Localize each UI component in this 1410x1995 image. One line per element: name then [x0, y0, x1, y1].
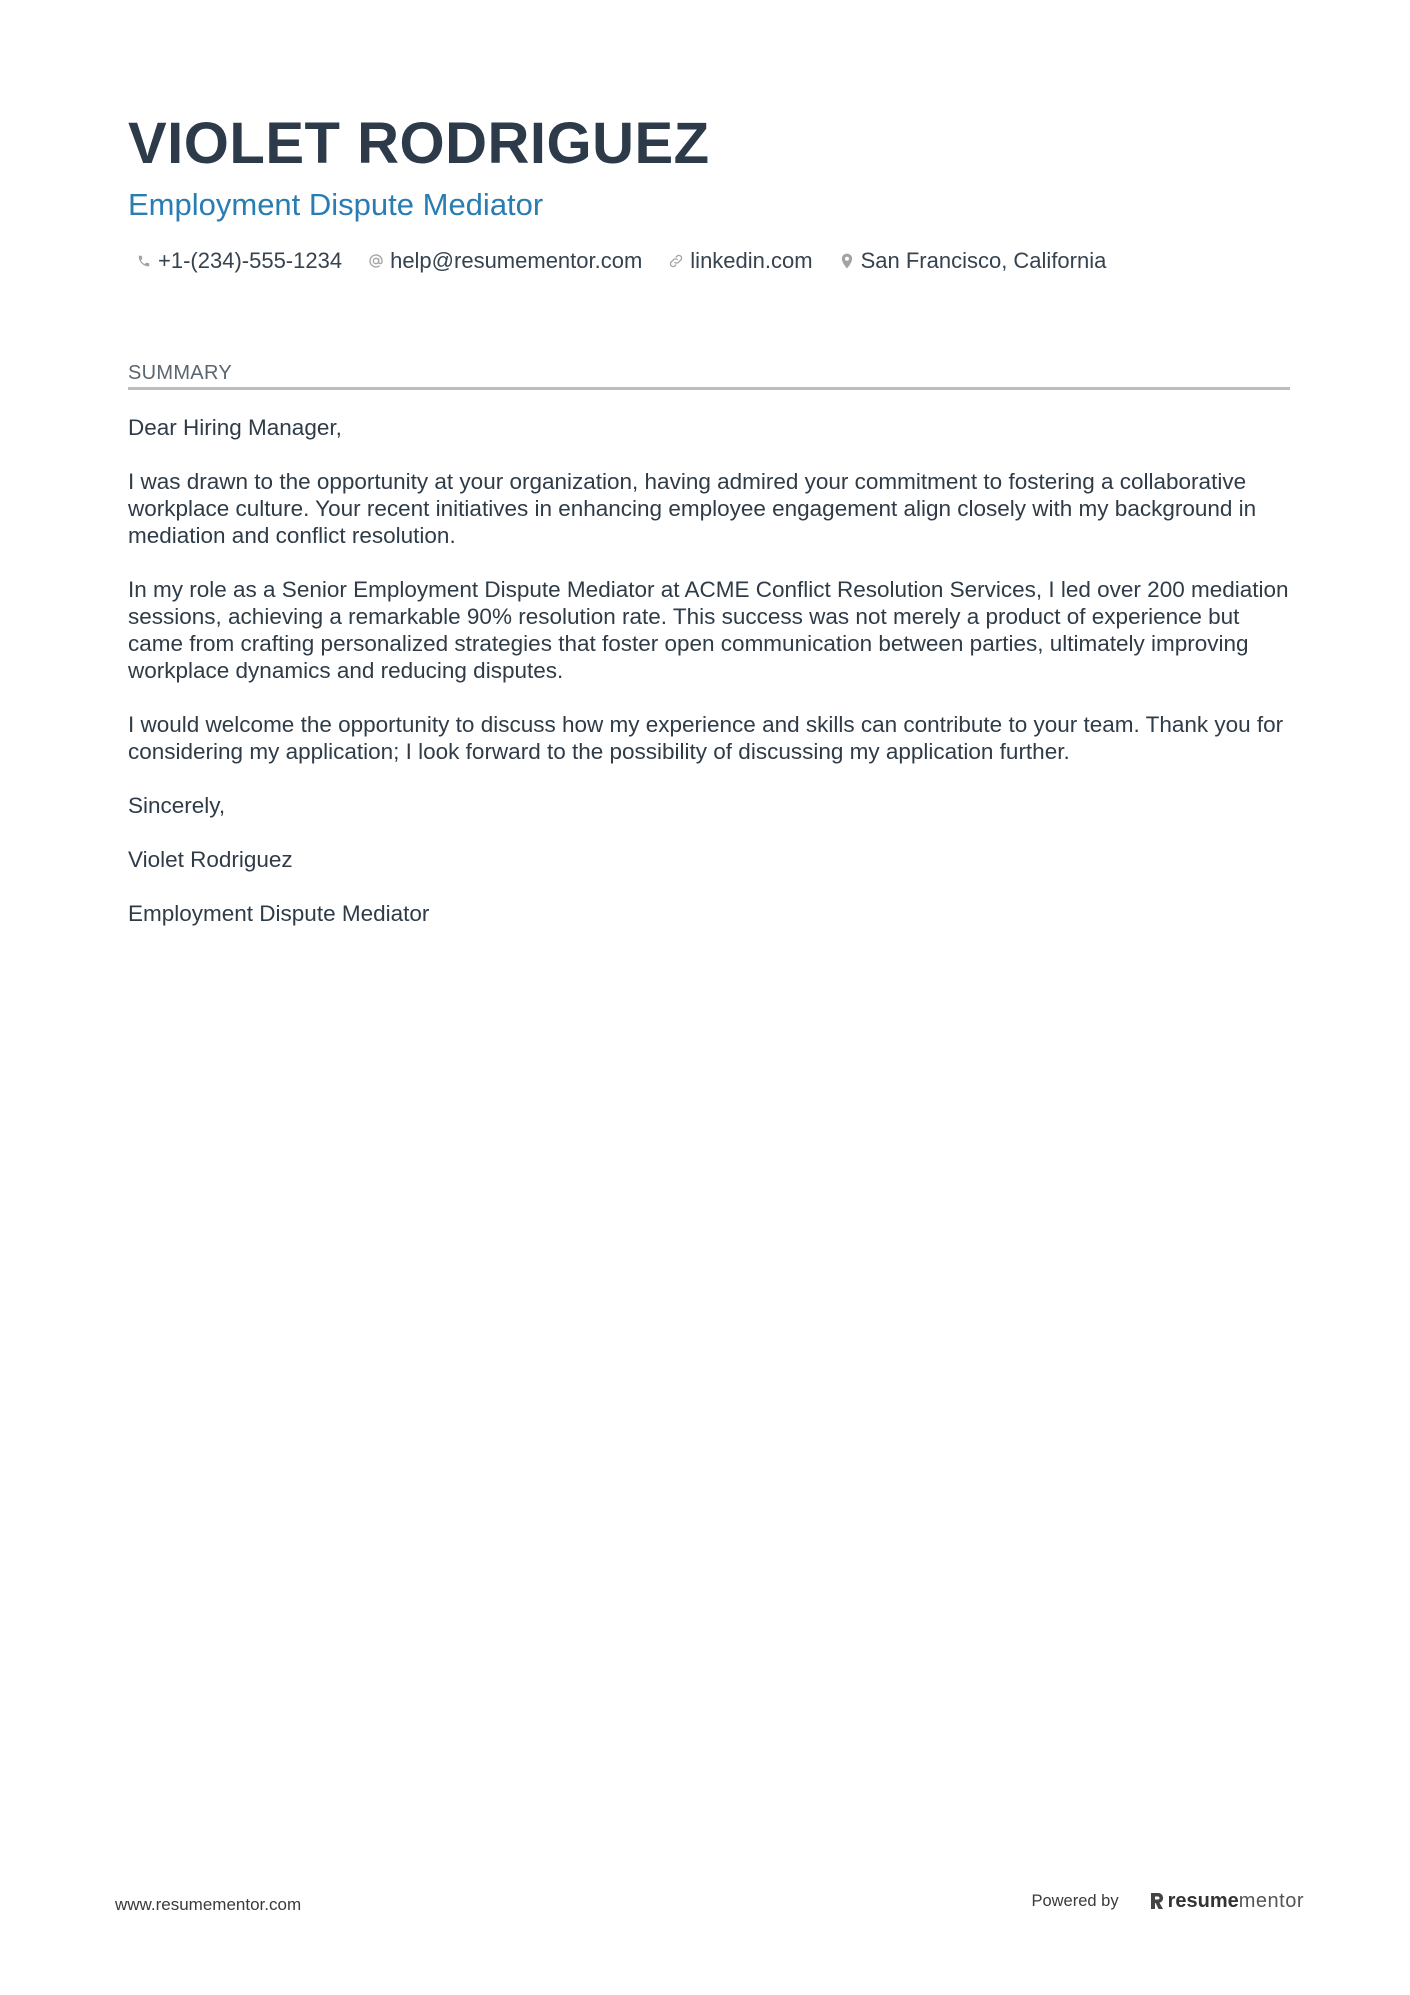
candidate-name: VIOLET RODRIGUEZ — [128, 111, 710, 176]
brand-name-part2: mentor — [1238, 1890, 1304, 1912]
footer-powered-by — [1031, 1890, 1304, 1912]
contact-phone[interactable] — [136, 246, 342, 276]
location-text: San Francisco, California — [860, 248, 1107, 273]
contact-location — [839, 246, 1107, 276]
link-icon — [668, 253, 684, 269]
cover-letter-body — [128, 414, 1298, 954]
at-icon — [368, 253, 384, 269]
section-divider — [128, 387, 1290, 390]
letter-paragraph: I would welcome the opportunity to discuss how my experience and skills can contribute to your team. Thank you for considering my application; I look forward to the possibility of discussing my application further. — [128, 712, 1284, 764]
brand-name-part1: resume — [1167, 1890, 1239, 1912]
footer-website-link[interactable]: www.resumementor.com — [115, 1895, 302, 1914]
contact-linkedin[interactable] — [668, 246, 812, 276]
closing: Sincerely, — [128, 793, 226, 818]
resumementor-logo-icon — [1149, 1891, 1165, 1911]
letter-paragraph: In my role as a Senior Employment Dispute Mediator at ACME Conflict Resolution Services, I led over 200 mediation sessions, achieving a remarkable 90% resolution rate. This success was not merely a product of experience but came from crafting personalized strategies that foster open communication between parties, ultimately improving workplace dynamics and reducing disputes. — [128, 577, 1289, 683]
phone-text: +1-(234)-555-1234 — [158, 248, 343, 273]
summary-heading: SUMMARY — [128, 362, 232, 384]
signature-name: Violet Rodriguez — [128, 847, 293, 872]
signature-title: Employment Dispute Mediator — [128, 901, 430, 926]
powered-by-label: Powered by — [1031, 1892, 1119, 1910]
salutation: Dear Hiring Manager, — [128, 415, 342, 440]
job-title: Employment Dispute Mediator — [128, 187, 544, 222]
letter-paragraph: I was drawn to the opportunity at your organization, having admired your commitment to fostering a collaborative workplace culture. Your recent initiatives in enhancing employee engagement align closely with my background in mediation and conflict resolution. — [128, 469, 1257, 548]
phone-icon — [136, 253, 152, 269]
linkedin-text: linkedin.com — [690, 248, 813, 273]
email-text: help@resumementor.com — [390, 248, 643, 273]
brand-logo[interactable] — [1149, 1890, 1304, 1912]
contact-email[interactable] — [368, 246, 642, 276]
location-pin-icon — [839, 253, 855, 269]
contact-bar — [136, 246, 1132, 276]
